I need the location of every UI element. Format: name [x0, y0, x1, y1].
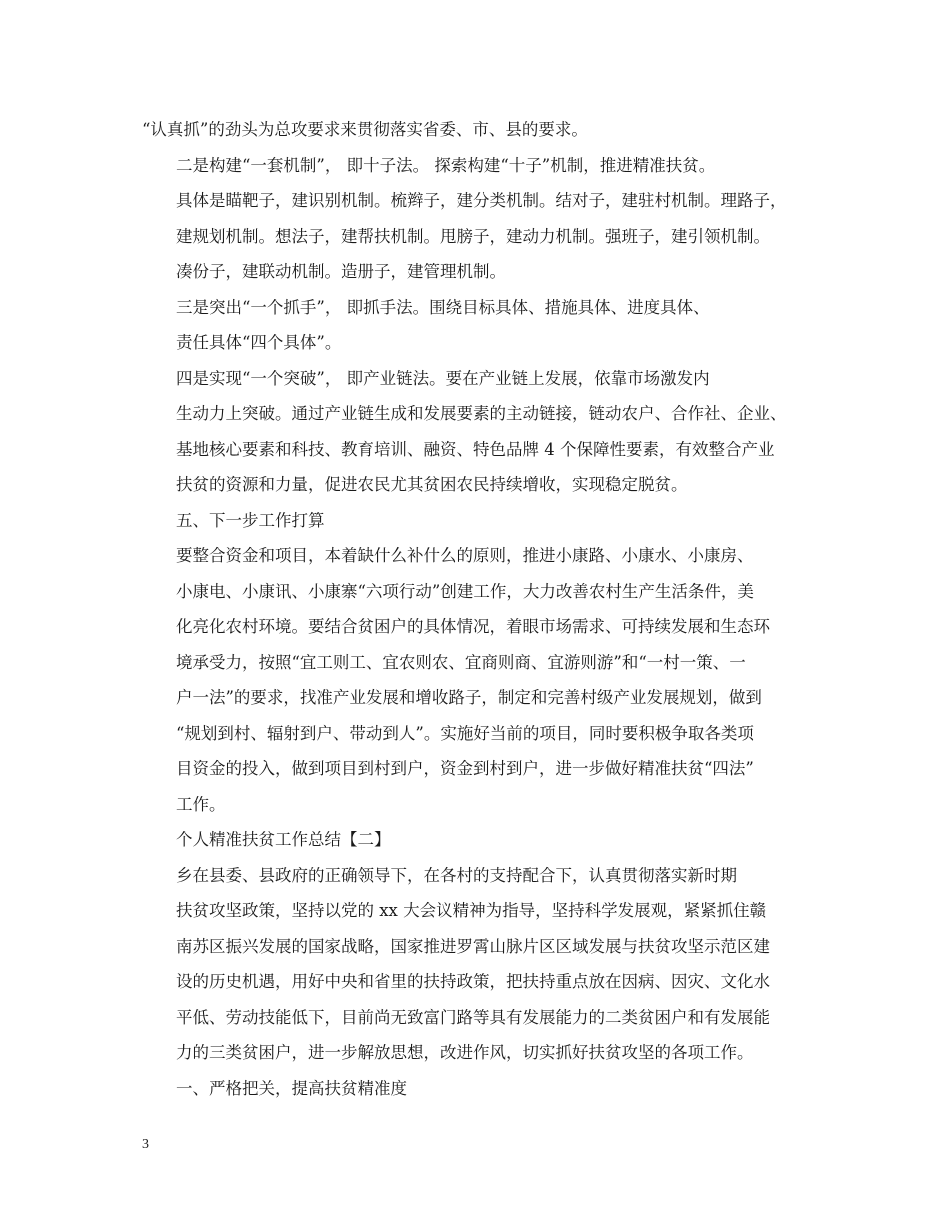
paragraph-2: 二是构建“一套机制”， 即十子法。 探索构建“十子”机制，推进精准扶贫。 具体是瞄靶子，建识别机制。梳辫子，建分类机制。结对子，建驻村机制。理路子， 建规划机制。想法子，建帮扶机制。甩膀子，建动力机制。强班子，建引领机制。 凑份子，建联动机制。造册子，建管理机制。 — [176, 155, 787, 281]
section-title-summary-two: 个人精准扶贫工作总结【二】 — [176, 830, 391, 849]
section-heading-strict-control: 一、严格把关，提高扶贫精准度 — [176, 1078, 407, 1098]
section-heading-next-steps: 五、下一步工作打算 — [176, 510, 325, 530]
paragraph-4: 四是实现“一个突破”， 即产业链法。要在产业链上发展，依靠市场激发内 生动力上突破。通过产业链生成和发展要素的主动链接，链动农户、合作社、企业、 基地核心要素和科技、教育培训、融资、特色品牌 4 个保障性要素，有效整合产业 扶贫的资源和力量，促进农民尤其贫困农民持续增收，实现稳定脱贫。 — [176, 368, 787, 494]
paragraph-5: 要整合资金和项目，本着缺什么补什么的原则，推进小康路、小康水、小康房、 小康电、小康讯、小康寨“六项行动”创建工作，大力改善农村生产生活条件，美 化亮化农村环境。要结合贫困户的具体情况，着眼市场需求、可持续发展和生态环 境承受力，按照“宜工则工、宜农则农、宜商则商、宜游则游”和“一村一策、一 户一法”的要求，找准产业发展和增收路子，制定和完善村级产业发展规划，做到 “规划到村、辐射到户、带动到人”。实施好当前的项目，同时要积极争取各类项 目资金的投入，做到项目到村到户，资金到村到户，进一步做好精准扶贫“四法” 工作。 — [176, 546, 770, 814]
document-body — [142, 112, 822, 1106]
paragraph-6: 乡在县委、县政府的正确领导下，在各村的支持配合下，认真贯彻落实新时期 扶贫攻坚政策，坚持以党的 xx 大会议精神为指导，坚持科学发展观，紧紧抓住赣 南苏区振兴发展的国家战略，国家推进罗霄山脉片区区域发展与扶贫攻坚示范区建 设的历史机遇，用好中央和省里的扶持政策，把扶持重点放在因病、因灾、文化水 平低、劳动技能低下，目前尚无致富门路等具有发展能力的二类贫困户和有发展能 力的三类贫困户，进一步解放思想，改进作风，切实抓好扶贫攻坚的各项工作。 — [176, 865, 770, 1062]
paragraph-3: 三是突出“一个抓手”， 即抓手法。围绕目标具体、措施具体、进度具体、 责任具体“四个具体”。 — [176, 297, 710, 352]
paragraph-1: “认真抓”的劲头为总攻要求来贯彻落实省委、市、县的要求。 — [142, 120, 588, 139]
page-number: 3 — [142, 1137, 149, 1152]
